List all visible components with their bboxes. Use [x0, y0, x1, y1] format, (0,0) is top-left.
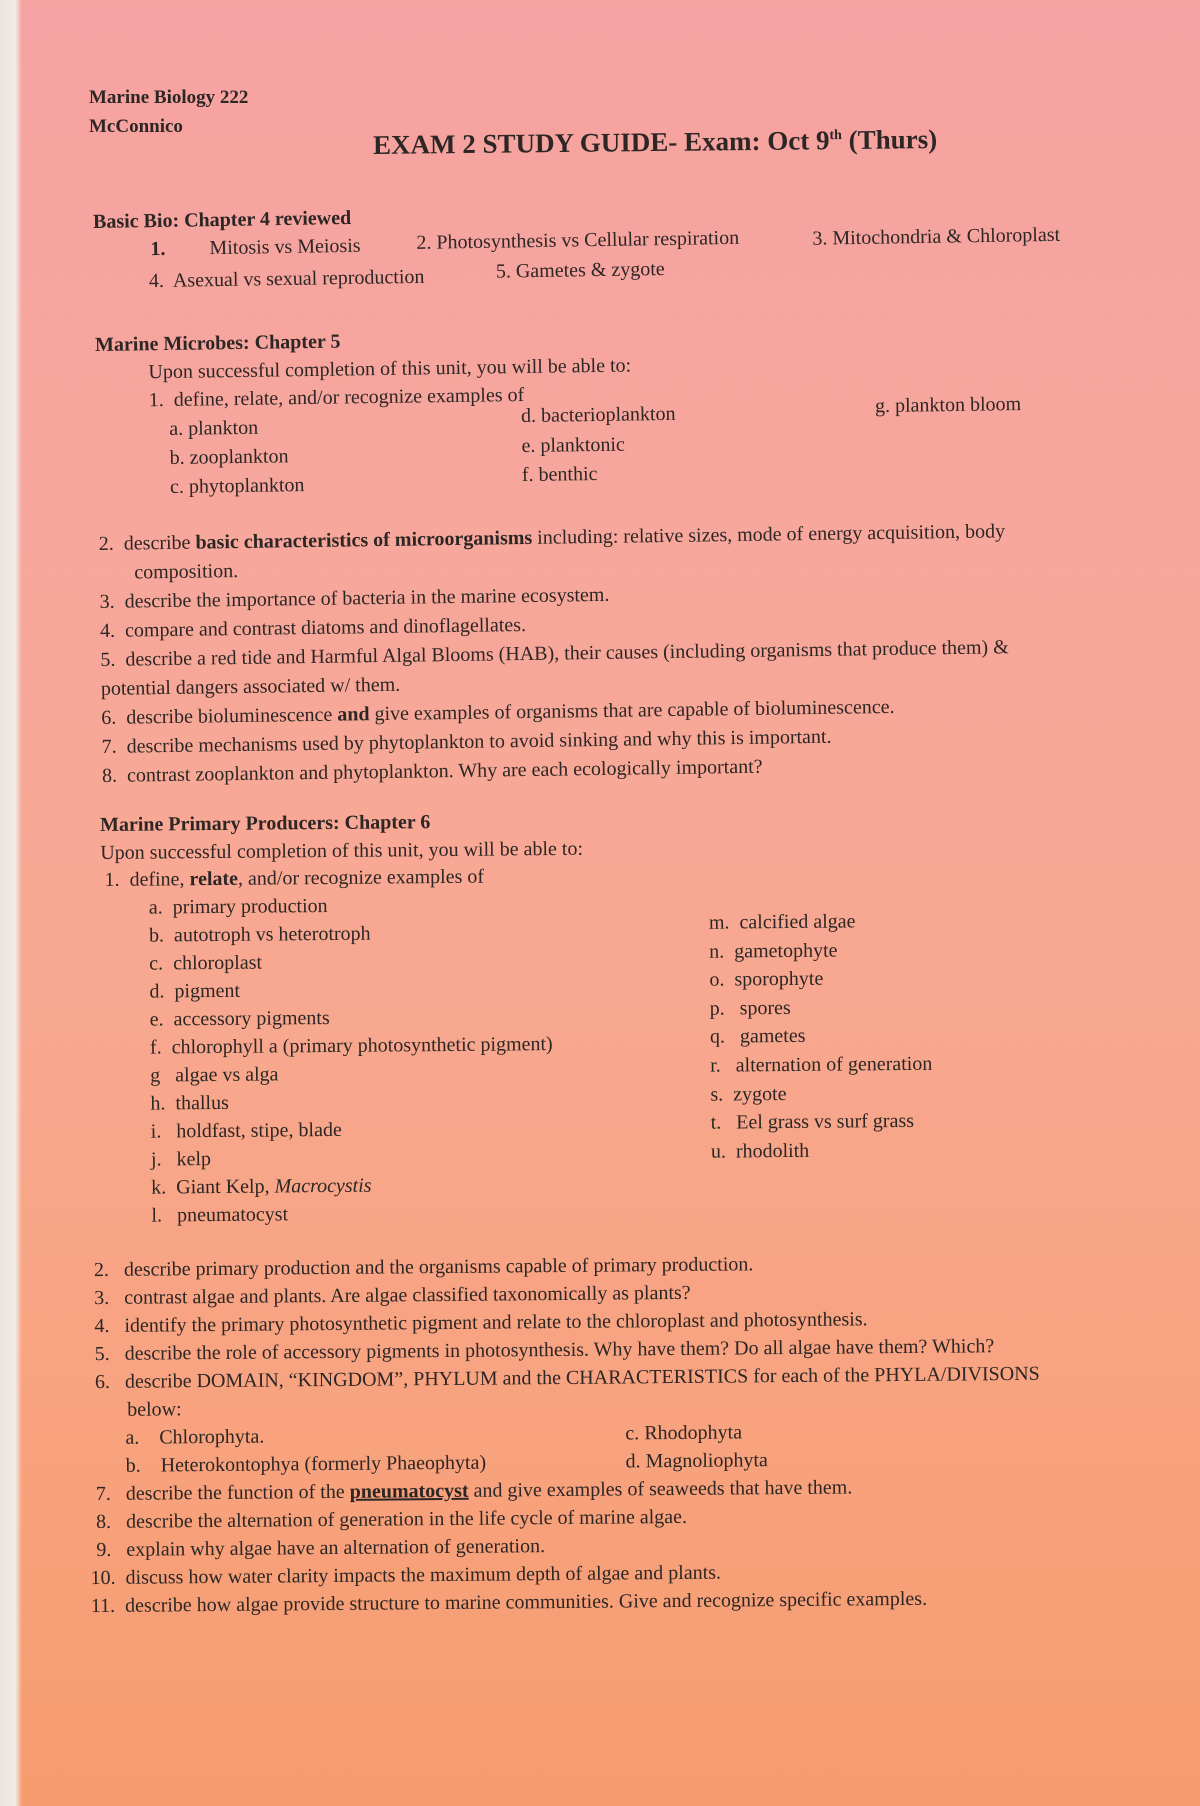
term: t. Eel grass vs surf grass — [710, 1109, 915, 1134]
instructor-name: McConnico — [89, 116, 183, 137]
objective: 8. contrast zooplankton and phytoplankton. Why are each ecologically important? — [101, 755, 763, 787]
section-heading: Marine Primary Producers: Chapter 6 — [99, 811, 431, 836]
objective: 7. describe mechanisms used by phytoplankton to avoid sinking and why this is important. — [101, 725, 832, 758]
objective: 1. define, relate, and/or recognize examples of — [148, 384, 525, 412]
list-item: 4. Asexual vs sexual reproduction — [148, 265, 425, 293]
course-name: Marine Biology 222 — [89, 87, 249, 108]
term: g. plankton bloom — [874, 393, 1022, 418]
phylum-item: a. Chlorophyta. — [125, 1425, 265, 1449]
term: i. holdfast, stipe, blade — [150, 1118, 342, 1143]
objective: 6. describe bioluminescence and give examples of organisms that are capable of bioluminescence. — [101, 695, 895, 729]
term: q. gametes — [709, 1024, 806, 1048]
section-heading: Basic Bio: Chapter 4 reviewed — [92, 206, 352, 233]
objective: 4. compare and contrast diatoms and dinoflagellates. — [99, 614, 527, 642]
objective: 3. contrast algae and plants. Are algae classified taxonomically as plants? — [94, 1281, 691, 1310]
section-intro: Upon successful completion of this unit, you will be able to: — [148, 354, 632, 384]
term: d. bacterioplankton — [520, 402, 676, 428]
list-item: 5. Gametes & zygote — [495, 258, 665, 283]
objective: 11. describe how algae provide structure to marine communities. Give and recognize specific examples. — [90, 1587, 928, 1618]
section-intro: Upon successful completion of this unit, you will be able to: — [100, 837, 584, 864]
term: l. pneumatocyst — [151, 1203, 289, 1227]
term: g algae vs alga — [150, 1063, 279, 1087]
objective-continued: potential dangers associated w/ them. — [100, 673, 401, 700]
term: c. chloroplast — [149, 951, 263, 975]
term: r. alternation of generation — [710, 1052, 933, 1077]
term: j. kelp — [150, 1148, 212, 1171]
term: f. chlorophyll a (primary photosynthetic pigment) — [149, 1033, 553, 1059]
term: s. zygote — [710, 1083, 787, 1106]
term: e. accessory pigments — [149, 1007, 330, 1031]
objective: 4. identify the primary photosynthetic pigment and relate to the chloroplast and photosynthesis. — [94, 1308, 868, 1338]
objective: 9. explain why algae have an alternation of generation. — [96, 1535, 546, 1562]
objective: 3. describe the importance of bacteria in the marine ecosystem. — [99, 583, 610, 613]
term: b. zooplankton — [169, 445, 289, 469]
term: b. autotroph vs heterotroph — [148, 922, 371, 947]
objective-continued: composition. — [134, 560, 239, 584]
term: e. planktonic — [521, 433, 625, 458]
term: d. pigment — [149, 979, 241, 1003]
term: p. spores — [709, 996, 791, 1020]
section-heading: Marine Microbes: Chapter 5 — [94, 330, 341, 356]
objective: 2. describe primary production and the organisms capable of primary production. — [93, 1253, 754, 1282]
term: u. rhodolith — [710, 1139, 810, 1163]
term: a. plankton — [169, 416, 259, 440]
objective: 2. describe basic characteristics of microorganisms including: relative sizes, mode of energy acquisition, body — [98, 520, 1006, 555]
objective: 6. describe DOMAIN, “KINGDOM”, PHYLUM and the CHARACTERISTICS for each of the PHYLA/DIVISONS — [94, 1362, 1040, 1394]
term: k. Giant Kelp, Macrocystis — [151, 1174, 372, 1199]
term: m. calcified algae — [708, 910, 856, 934]
phylum-item: b. Heterokontophya (formerly Phaeophyta) — [125, 1451, 487, 1477]
list-item: 1. Mitosis vs Meiosis — [150, 234, 361, 261]
term: c. phytoplankton — [169, 474, 305, 498]
objective: 5. describe a red tide and Harmful Algal Blooms (HAB), their causes (including organisms that produce them) & — [100, 636, 1009, 671]
term: n. gametophyte — [709, 939, 838, 963]
objective: 10. discuss how water clarity impacts the maximum depth of algae and plants. — [90, 1561, 722, 1590]
page-title: EXAM 2 STUDY GUIDE- Exam: Oct 9th (Thurs) — [372, 124, 938, 160]
list-item: 3. Mitochondria & Chloroplast — [812, 223, 1061, 250]
term: f. benthic — [521, 462, 598, 487]
objective: 1. define, relate, and/or recognize examples of — [104, 865, 485, 891]
phylum-item: c. Rhodophyta — [625, 1421, 743, 1445]
objective: 8. describe the alternation of generation in the life cycle of marine algae. — [96, 1505, 688, 1534]
objective: 7. describe the function of the pneumatocyst and give examples of seaweeds that have them. — [95, 1476, 853, 1506]
list-item: 2. Photosynthesis vs Cellular respiration — [416, 226, 740, 254]
objective: 5. describe the role of accessory pigments in photosynthesis. Why have them? Do all algae have them? Which? — [94, 1335, 995, 1366]
term: h. thallus — [150, 1091, 229, 1115]
objective-continued: below: — [127, 1398, 182, 1421]
term: o. sporophyte — [709, 967, 824, 991]
phylum-item: d. Magnoliophyta — [625, 1449, 768, 1473]
term: a. primary production — [148, 895, 328, 919]
